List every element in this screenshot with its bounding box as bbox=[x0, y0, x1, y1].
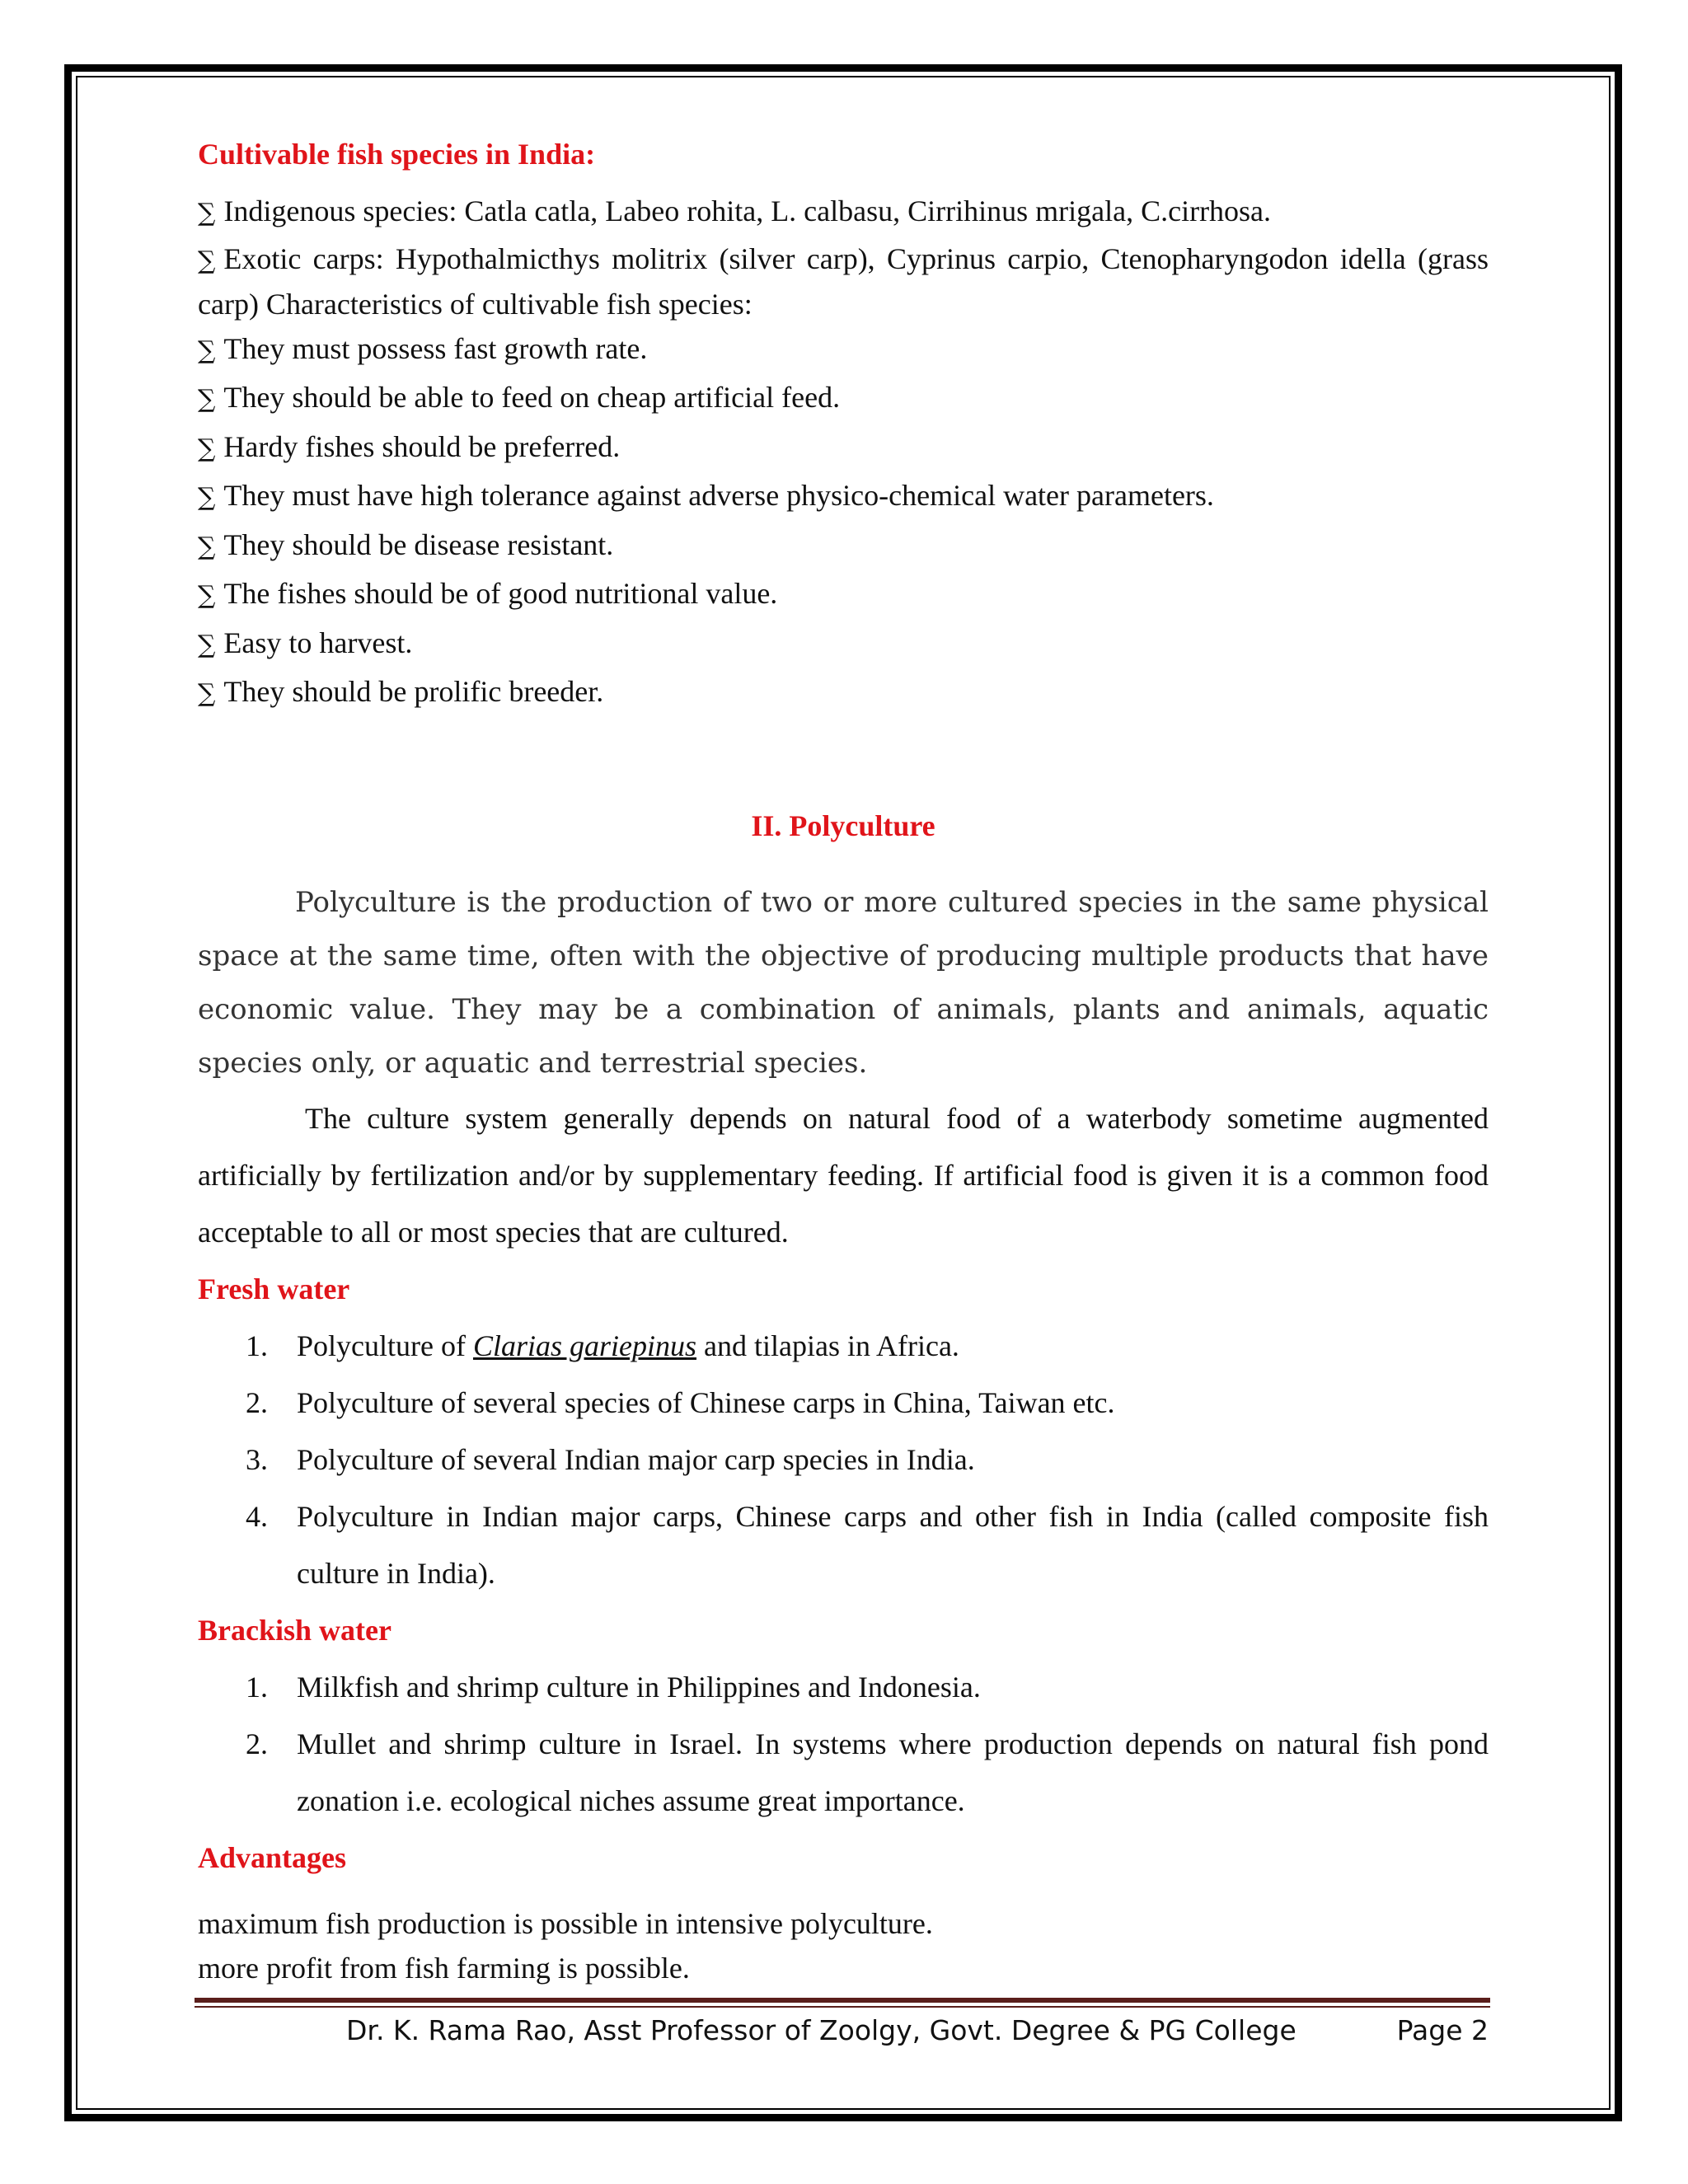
document-body bbox=[198, 132, 1489, 1990]
sum-bullet-icon: ∑ bbox=[198, 483, 216, 512]
species-name: Clarias gariepinus bbox=[472, 1329, 697, 1362]
footer-rule-thick bbox=[195, 1998, 1490, 2003]
sum-bullet-icon: ∑ bbox=[198, 385, 216, 414]
bullet-item: ∑ They must have high tolerance against adverse physico-chemical water parameters. bbox=[198, 479, 1214, 512]
cultivable-bullet-list bbox=[198, 188, 1489, 718]
list-item: 1. Polyculture of Clarias gariepinus and tilapias in Africa. bbox=[246, 1329, 959, 1362]
bullet-item: ∑ They should be prolific breeder. bbox=[198, 675, 604, 708]
list-item: 4. Polyculture in Indian major carps, Chinese carps and other fish in India (called composite fish culture in India). bbox=[246, 1499, 1489, 1590]
bullet-item: ∑ They must possess fast growth rate. bbox=[198, 331, 648, 365]
sum-bullet-icon: ∑ bbox=[198, 199, 216, 227]
list-item: 2. Mullet and shrimp culture in Israel. In systems where production depends on natural fish pond zonation i.e. ecological niches assume great importance. bbox=[246, 1727, 1489, 1817]
sum-bullet-icon: ∑ bbox=[198, 246, 216, 275]
sum-bullet-icon: ∑ bbox=[198, 434, 216, 463]
list-item: 3. Polyculture of several Indian major carp species in India. bbox=[246, 1442, 975, 1476]
advantages-text bbox=[198, 1901, 1489, 1990]
bullet-item: ∑ They should be disease resistant. bbox=[198, 527, 614, 561]
brackish-water-list bbox=[198, 1659, 1489, 1830]
list-item: 2. Polyculture of several species of Chinese carps in China, Taiwan etc. bbox=[246, 1385, 1115, 1419]
heading-advantages: Advantages bbox=[198, 1840, 347, 1874]
page-footer bbox=[198, 2014, 1489, 2054]
bullet-item: ∑ They should be able to feed on cheap artificial feed. bbox=[198, 381, 841, 414]
bullet-item: ∑ The fishes should be of good nutritional value. bbox=[198, 577, 778, 610]
heading-fresh-water: Fresh water bbox=[198, 1272, 350, 1305]
bullet-item: ∑ Exotic carps: Hypothalmicthys molitrix (silver carp), Cyprinus carpio, Ctenopharyngodon idella (grass carp) Characteristics of cultivable fish species: bbox=[198, 241, 1489, 321]
polyculture-paragraph-2: The culture system generally depends on natural food of a waterbody sometime augmented artificially by fertilization and/or by supplementary feeding. If artificial food is given it is a common food acceptable to all or most species that are cultured. bbox=[198, 1101, 1489, 1249]
sum-bullet-icon: ∑ bbox=[198, 532, 216, 561]
sum-bullet-icon: ∑ bbox=[198, 335, 216, 365]
sum-bullet-icon: ∑ bbox=[198, 679, 216, 708]
bullet-item: ∑ Hardy fishes should be preferred. bbox=[198, 429, 621, 463]
footer-rule-thin bbox=[195, 2006, 1490, 2008]
bullet-item: ∑ Indigenous species: Catla catla, Labeo rohita, L. calbasu, Cirrihinus mrigala, C.cirrhosa. bbox=[198, 194, 1272, 227]
footer-author: Dr. K. Rama Rao, Asst Professor of Zoolgy, Govt. Degree & PG College bbox=[346, 2014, 1296, 2046]
list-item: 1. Milkfish and shrimp culture in Philippines and Indonesia. bbox=[246, 1670, 981, 1704]
polyculture-paragraph-1: Polyculture is the production of two or more cultured species in the same physical space at the same time, often with the objective of producing multiple products that have economic value. They may be a combination of animals, plants and animals, aquatic species only, or aquatic and terrestrial species. bbox=[198, 885, 1489, 1080]
page-number: Page 2 bbox=[1396, 2014, 1489, 2046]
fresh-water-list bbox=[198, 1318, 1489, 1602]
heading-cultivable-fish: Cultivable fish species in India: bbox=[198, 138, 596, 171]
heading-brackish-water: Brackish water bbox=[198, 1613, 392, 1647]
sum-bullet-icon: ∑ bbox=[198, 581, 216, 610]
heading-polyculture: II. Polyculture bbox=[751, 808, 935, 842]
bullet-item: ∑ Easy to harvest. bbox=[198, 626, 413, 659]
advantage-line: more profit from fish farming is possible. bbox=[198, 1951, 690, 1985]
sum-bullet-icon: ∑ bbox=[198, 630, 216, 659]
advantage-line: maximum fish production is possible in intensive polyculture. bbox=[198, 1906, 933, 1940]
